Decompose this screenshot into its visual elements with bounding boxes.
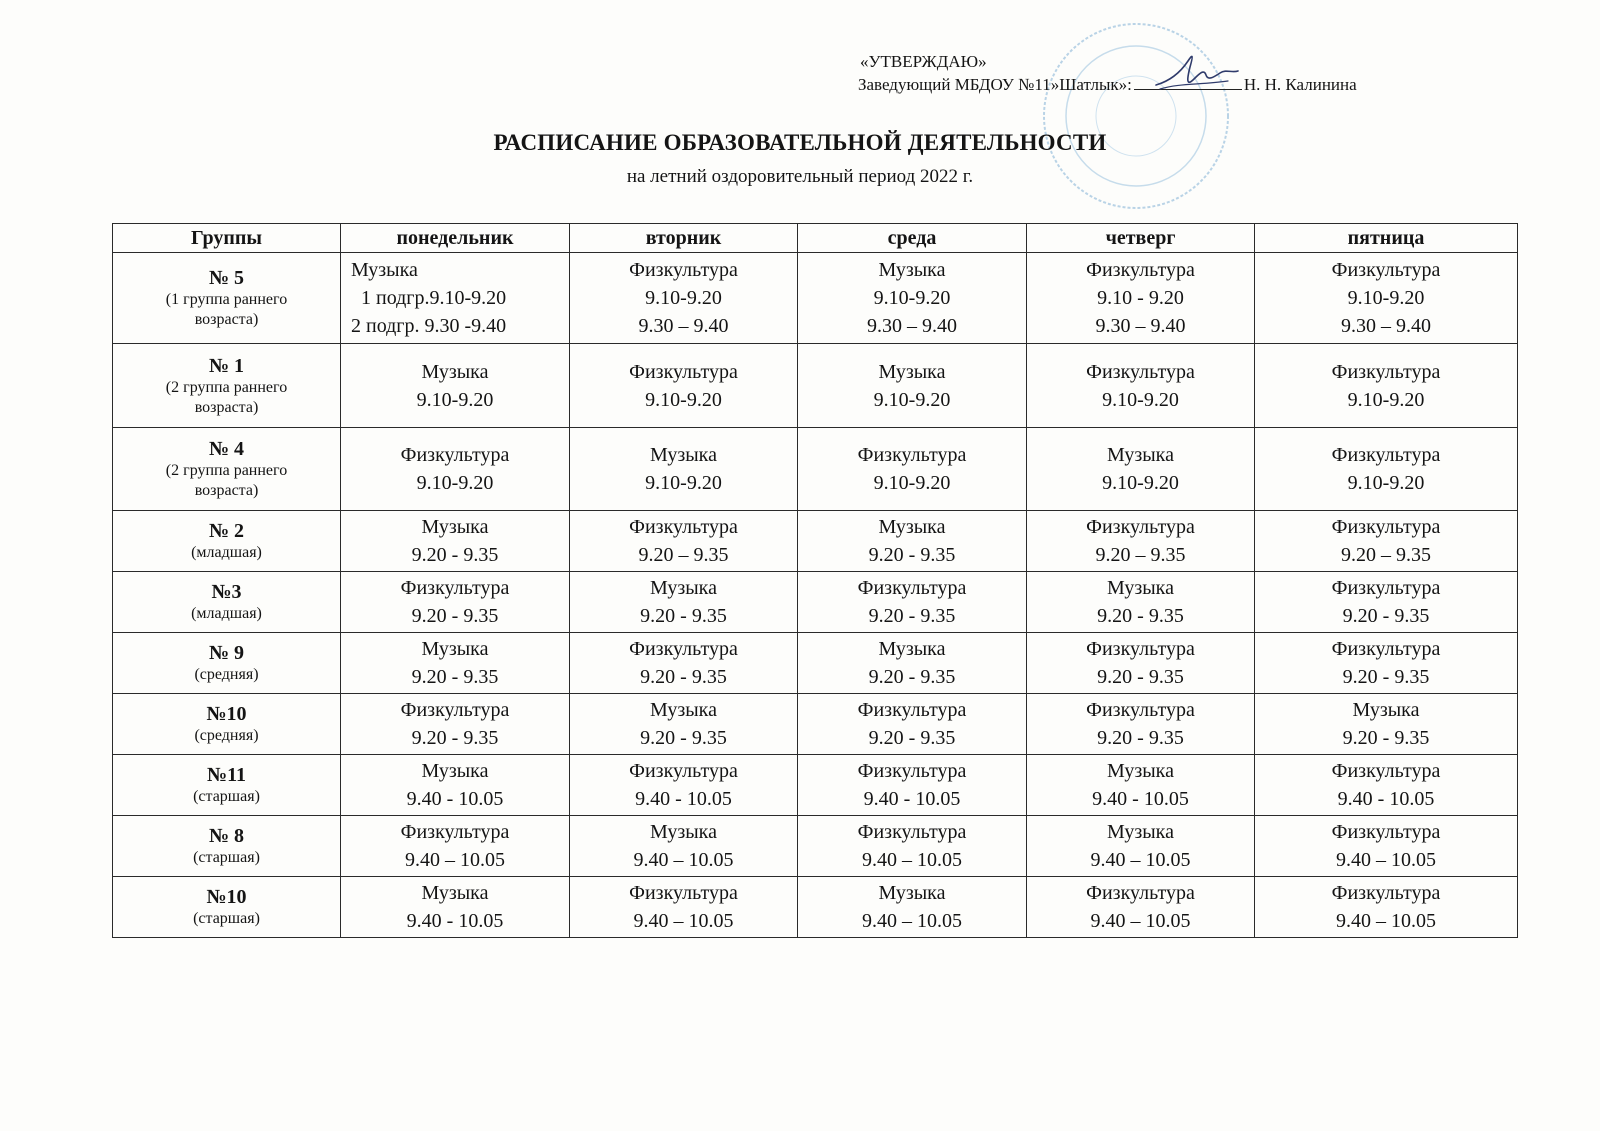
activity-name: Музыка (1107, 444, 1174, 466)
group-description: (1 группа раннего (165, 291, 288, 308)
activity-time: 2 подгр. 9.30 -9.40 (351, 315, 507, 337)
schedule-cell (1255, 694, 1518, 755)
schedule-cell (570, 572, 798, 633)
activity-name: Музыка (650, 821, 717, 843)
group-number: №10 (206, 703, 247, 725)
schedule-cell (1027, 877, 1255, 938)
activity-time: 9.20 - 9.35 (868, 666, 956, 688)
approval-block (858, 50, 1357, 96)
activity-time: 9.20 - 9.35 (1097, 605, 1184, 627)
group-description: (старшая) (193, 849, 260, 866)
schedule-cell (1255, 344, 1518, 428)
activity-time: 9.30 – 9.40 (638, 315, 729, 337)
schedule-cell (341, 633, 570, 694)
activity-time: 9.40 – 10.05 (862, 910, 962, 932)
activity-name: Физкультура (400, 821, 510, 843)
activity-time: 9.10-9.20 (645, 287, 722, 309)
group-description: возраста) (194, 482, 259, 499)
activity-time: 9.10-9.20 (645, 472, 722, 494)
schedule-cell (798, 511, 1027, 572)
activity-name: Физкультура (1331, 577, 1441, 599)
signature-line (1134, 73, 1242, 90)
activity-name: Физкультура (1331, 760, 1441, 782)
schedule-cell (341, 572, 570, 633)
schedule-cell (798, 572, 1027, 633)
schedule-cell (1027, 633, 1255, 694)
header-wednesday: среда (798, 224, 1027, 253)
group-cell (113, 253, 341, 344)
schedule-cell (341, 511, 570, 572)
group-cell (113, 572, 341, 633)
group-description: (старшая) (193, 910, 260, 927)
table-row (113, 428, 1518, 511)
approval-signature-row (858, 73, 1357, 96)
activity-time: 9.10-9.20 (873, 287, 951, 309)
schedule-cell (570, 428, 798, 511)
activity-name: Музыка (878, 638, 946, 660)
group-description: (2 группа раннего (165, 378, 288, 396)
activity-time: 9.40 – 10.05 (1090, 849, 1191, 871)
activity-name: Музыка (421, 360, 489, 383)
activity-name: Физкультура (629, 360, 738, 383)
table-row (113, 816, 1518, 877)
activity-time: 9.20 - 9.35 (640, 605, 727, 627)
activity-time: 9.40 – 10.05 (1336, 910, 1436, 932)
group-number: № 2 (208, 520, 245, 542)
group-number: № 9 (208, 642, 245, 664)
activity-name: Музыка (878, 360, 946, 383)
activity-name: Музыка (878, 259, 946, 281)
activity-time: 9.20 - 9.35 (1097, 666, 1184, 688)
activity-name: Музыка (878, 516, 946, 538)
table-row (113, 633, 1518, 694)
activity-time: 9.20 – 9.35 (638, 544, 729, 566)
activity-time: 9.10-9.20 (416, 472, 494, 494)
approval-name: Н. Н. Калинина (1243, 75, 1357, 94)
activity-time: 9.20 - 9.35 (1342, 727, 1430, 749)
activity-time: 9.20 - 9.35 (868, 727, 956, 749)
page-title: РАСПИСАНИЕ ОБРАЗОВАТЕЛЬНОЙ ДЕЯТЕЛЬНОСТИ (493, 130, 1107, 155)
schedule-cell (1027, 694, 1255, 755)
activity-name: Музыка (878, 882, 946, 904)
table-row (113, 755, 1518, 816)
schedule-cell (798, 694, 1027, 755)
activity-time: 1 подгр.9.10-9.20 (361, 287, 507, 309)
schedule-cell (1255, 572, 1518, 633)
activity-time: 9.40 – 10.05 (633, 849, 734, 871)
schedule-cell (341, 816, 570, 877)
activity-time: 9.10-9.20 (1347, 287, 1425, 309)
group-cell (113, 755, 341, 816)
header-groups: Группы (113, 224, 341, 253)
schedule-cell (570, 694, 798, 755)
activity-name: Физкультура (1086, 882, 1195, 904)
group-description: (младшая) (191, 544, 262, 561)
schedule-cell (798, 428, 1027, 511)
activity-time: 9.20 - 9.35 (411, 727, 499, 749)
activity-name: Физкультура (1086, 516, 1195, 538)
group-number: №3 (211, 581, 242, 603)
activity-time: 9.40 – 10.05 (862, 849, 962, 871)
activity-time: 9.20 - 9.35 (411, 666, 499, 688)
activity-name: Физкультура (857, 444, 967, 466)
activity-time: 9.20 - 9.35 (640, 666, 727, 688)
schedule-cell (798, 755, 1027, 816)
schedule-cell (1255, 253, 1518, 344)
activity-name: Физкультура (1331, 444, 1441, 466)
group-number: №11 (207, 764, 246, 786)
header-thursday: четверг (1027, 224, 1255, 253)
schedule-cell (1027, 755, 1255, 816)
table-header-row (113, 224, 1518, 253)
activity-time: 9.20 - 9.35 (868, 544, 956, 566)
activity-time: 9.10-9.20 (1347, 472, 1425, 494)
activity-time: 9.20 - 9.35 (411, 605, 499, 627)
activity-time: 9.40 - 10.05 (1337, 788, 1435, 810)
activity-name: Физкультура (1086, 638, 1195, 660)
activity-name: Физкультура (400, 444, 510, 466)
activity-time: 9.40 - 10.05 (1092, 788, 1189, 810)
schedule-cell (1255, 633, 1518, 694)
schedule-cell (1027, 253, 1255, 344)
activity-name: Музыка (1352, 699, 1420, 721)
activity-time: 9.20 - 9.35 (1342, 605, 1430, 627)
group-cell (113, 816, 341, 877)
schedule-cell (1255, 755, 1518, 816)
activity-name: Физкультура (629, 760, 738, 782)
schedule-cell (1027, 572, 1255, 633)
schedule-cell (570, 816, 798, 877)
schedule-cell (1027, 511, 1255, 572)
activity-time: 9.40 – 10.05 (633, 910, 734, 932)
schedule-cell (1027, 816, 1255, 877)
activity-time: 9.20 – 9.35 (1095, 544, 1186, 566)
page-subtitle: на летний оздоровительный период 2022 г. (626, 166, 974, 187)
schedule-cell (1255, 816, 1518, 877)
activity-name: Физкультура (629, 882, 738, 904)
group-cell (113, 633, 341, 694)
approval-position: Заведующий МБДОУ №11»Шатлык»: (858, 75, 1132, 94)
activity-name: Физкультура (629, 259, 738, 281)
activity-time: 9.10-9.20 (1347, 388, 1425, 411)
table-row (113, 344, 1518, 428)
activity-time: 9.40 - 10.05 (406, 910, 504, 932)
activity-name: Физкультура (1331, 360, 1441, 383)
activity-name: Музыка (351, 259, 418, 281)
schedule-cell (341, 877, 570, 938)
schedule-cell (570, 511, 798, 572)
activity-name: Физкультура (1086, 699, 1195, 721)
schedule-cell (1027, 344, 1255, 428)
activity-time: 9.10-9.20 (873, 388, 951, 411)
activity-time: 9.40 – 10.05 (1090, 910, 1191, 932)
activity-time: 9.10 - 9.20 (1097, 287, 1184, 309)
schedule-cell (1027, 428, 1255, 511)
group-cell (113, 344, 341, 428)
activity-time: 9.20 - 9.35 (640, 727, 727, 749)
group-description: (старшая) (193, 788, 260, 805)
group-number: № 1 (208, 354, 245, 377)
schedule-cell (570, 344, 798, 428)
activity-name: Физкультура (1331, 516, 1441, 538)
activity-name: Физкультура (400, 577, 510, 599)
activity-name: Физкультура (629, 516, 738, 538)
activity-time: 9.30 – 9.40 (1095, 315, 1186, 337)
activity-time: 9.10-9.20 (873, 472, 951, 494)
activity-name: Физкультура (629, 638, 738, 660)
activity-time: 9.40 - 10.05 (406, 788, 504, 810)
schedule-cell (341, 253, 570, 344)
activity-time: 9.10-9.20 (645, 388, 722, 411)
activity-name: Физкультура (857, 821, 967, 843)
schedule-cell (798, 877, 1027, 938)
schedule-cell (798, 253, 1027, 344)
group-number: №10 (206, 886, 247, 908)
schedule-cell (341, 755, 570, 816)
table-row (113, 572, 1518, 633)
group-cell (113, 511, 341, 572)
activity-name: Музыка (421, 516, 489, 538)
table-row (113, 253, 1518, 344)
table-row (113, 694, 1518, 755)
activity-name: Музыка (650, 699, 717, 721)
activity-time: 9.10-9.20 (416, 388, 494, 411)
activity-time: 9.30 – 9.40 (867, 315, 957, 337)
activity-time: 9.40 - 10.05 (863, 788, 961, 810)
activity-name: Физкультура (857, 699, 967, 721)
activity-time: 9.40 - 10.05 (635, 788, 732, 810)
schedule-cell (1255, 511, 1518, 572)
schedule-cell (570, 877, 798, 938)
header-monday: понедельник (341, 224, 570, 253)
group-description: (средняя) (194, 666, 259, 683)
schedule-cell (570, 253, 798, 344)
activity-name: Музыка (421, 638, 489, 660)
activity-name: Музыка (421, 760, 489, 782)
activity-time: 9.20 - 9.35 (868, 605, 956, 627)
activity-time: 9.10-9.20 (1102, 472, 1179, 494)
activity-name: Музыка (421, 882, 489, 904)
schedule-cell (1255, 428, 1518, 511)
group-description: (2 группа раннего (165, 462, 288, 479)
group-number: № 5 (208, 267, 245, 289)
activity-name: Физкультура (1331, 882, 1441, 904)
group-description: возраста) (194, 311, 259, 328)
group-description: (средняя) (194, 727, 259, 744)
group-cell (113, 428, 341, 511)
activity-time: 9.40 – 10.05 (1336, 849, 1436, 871)
activity-name: Музыка (1107, 577, 1174, 599)
activity-time: 9.40 – 10.05 (405, 849, 505, 871)
schedule-cell (570, 633, 798, 694)
activity-name: Физкультура (1086, 259, 1195, 281)
activity-time: 9.20 - 9.35 (1097, 727, 1184, 749)
header-friday: пятница (1255, 224, 1518, 253)
activity-name: Физкультура (857, 577, 967, 599)
schedule-body (113, 253, 1518, 938)
activity-name: Музыка (650, 444, 717, 466)
activity-name: Физкультура (1086, 360, 1195, 383)
schedule-cell (798, 816, 1027, 877)
activity-name: Музыка (1107, 821, 1174, 843)
schedule-cell (341, 428, 570, 511)
activity-time: 9.20 - 9.35 (411, 544, 499, 566)
schedule-cell (341, 694, 570, 755)
activity-time: 9.10-9.20 (1102, 388, 1179, 411)
table-row (113, 511, 1518, 572)
activity-time: 9.20 - 9.35 (1342, 666, 1430, 688)
table-row (113, 877, 1518, 938)
schedule-cell (570, 755, 798, 816)
activity-name: Физкультура (1331, 259, 1441, 281)
schedule-cell (798, 344, 1027, 428)
handwritten-signature-icon (1150, 47, 1242, 95)
activity-name: Физкультура (1331, 821, 1441, 843)
group-description: возраста) (194, 398, 259, 416)
schedule-cell (341, 344, 570, 428)
group-number: № 8 (208, 825, 245, 847)
activity-name: Физкультура (1331, 638, 1441, 660)
activity-name: Физкультура (857, 760, 967, 782)
activity-time: 9.20 – 9.35 (1341, 544, 1431, 566)
activity-name: Физкультура (400, 699, 510, 721)
approval-title: «УТВЕРЖДАЮ» (860, 52, 987, 71)
group-cell (113, 877, 341, 938)
activity-time: 9.30 – 9.40 (1341, 315, 1431, 337)
schedule-cell (1255, 877, 1518, 938)
group-cell (113, 694, 341, 755)
group-number: № 4 (208, 438, 245, 460)
header-tuesday: вторник (570, 224, 798, 253)
group-description: (младшая) (191, 605, 262, 622)
schedule-cell (798, 633, 1027, 694)
activity-name: Музыка (650, 577, 717, 599)
schedule-table (112, 223, 1518, 938)
activity-name: Музыка (1107, 760, 1174, 782)
